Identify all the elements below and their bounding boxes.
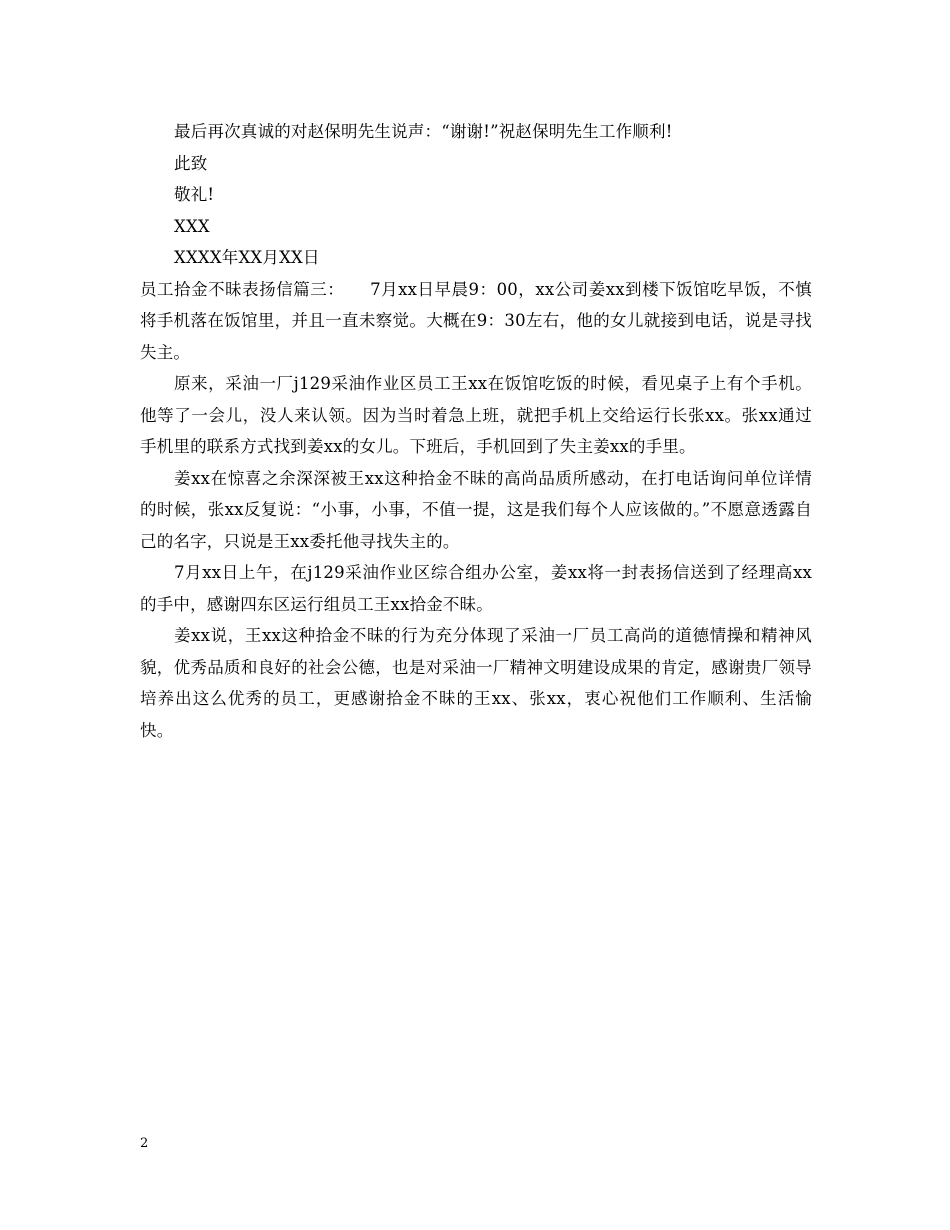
body-paragraph: 原来，采油一厂j129采油作业区员工王xx在饭馆吃饭的时候，看见桌子上有个手机。他等了一会儿，没人来认领。因为当时着急上班，就把手机上交给运行长张xx。张xx通过手机里的联系方式找到姜xx的女儿。下班后，手机回到了失主姜xx的手里。 [140, 374, 812, 456]
body-paragraph: 姜xx在惊喜之余深深被王xx这种拾金不昧的高尚品质所感动，在打电话询问单位详情的时候，张xx反复说：“小事，小事，不值一提，这是我们每个人应该做的。”不愿意透露自己的名字，只说是王xx委托他寻找失主的。 [140, 468, 812, 551]
salutation-cizhi: 此致 [174, 153, 208, 173]
signature-name: XXX [174, 216, 210, 236]
closing-thanks-paragraph: 最后再次真诚的对赵保明先生说声：“谢谢!”祝赵保明先生工作顺利! [174, 122, 673, 141]
signature-date: XXXX年XX月XX日 [174, 248, 320, 267]
body-paragraph: 7月xx日上午，在j129采油作业区综合组办公室，姜xx将一封表扬信送到了经理高xx的手中，感谢四东区运行组员工王xx拾金不昧。 [140, 563, 812, 614]
page-number: 2 [140, 1136, 149, 1151]
document-body [140, 116, 812, 746]
letter-three-intro-paragraph: 员工拾金不昧表扬信篇三： 7月xx日早晨9：00，xx公司姜xx到楼下饭馆吃早饭，不慎将手机落在饭馆里，并且一直未察觉。大概在9：30左右，他的女儿就接到电话，说是寻找失主。 [140, 279, 812, 362]
body-paragraph: 姜xx说，王xx这种拾金不昧的行为充分体现了采油一厂员工高尚的道德情操和精神风貌，优秀品质和良好的社会公德，也是对采油一厂精神文明建设成果的肯定，感谢贵厂领导培养出这么优秀的员工，更感谢拾金不昧的王xx、张xx，衷心祝他们工作顺利、生活愉快。 [140, 626, 812, 740]
salutation-jingli: 敬礼! [174, 185, 215, 204]
